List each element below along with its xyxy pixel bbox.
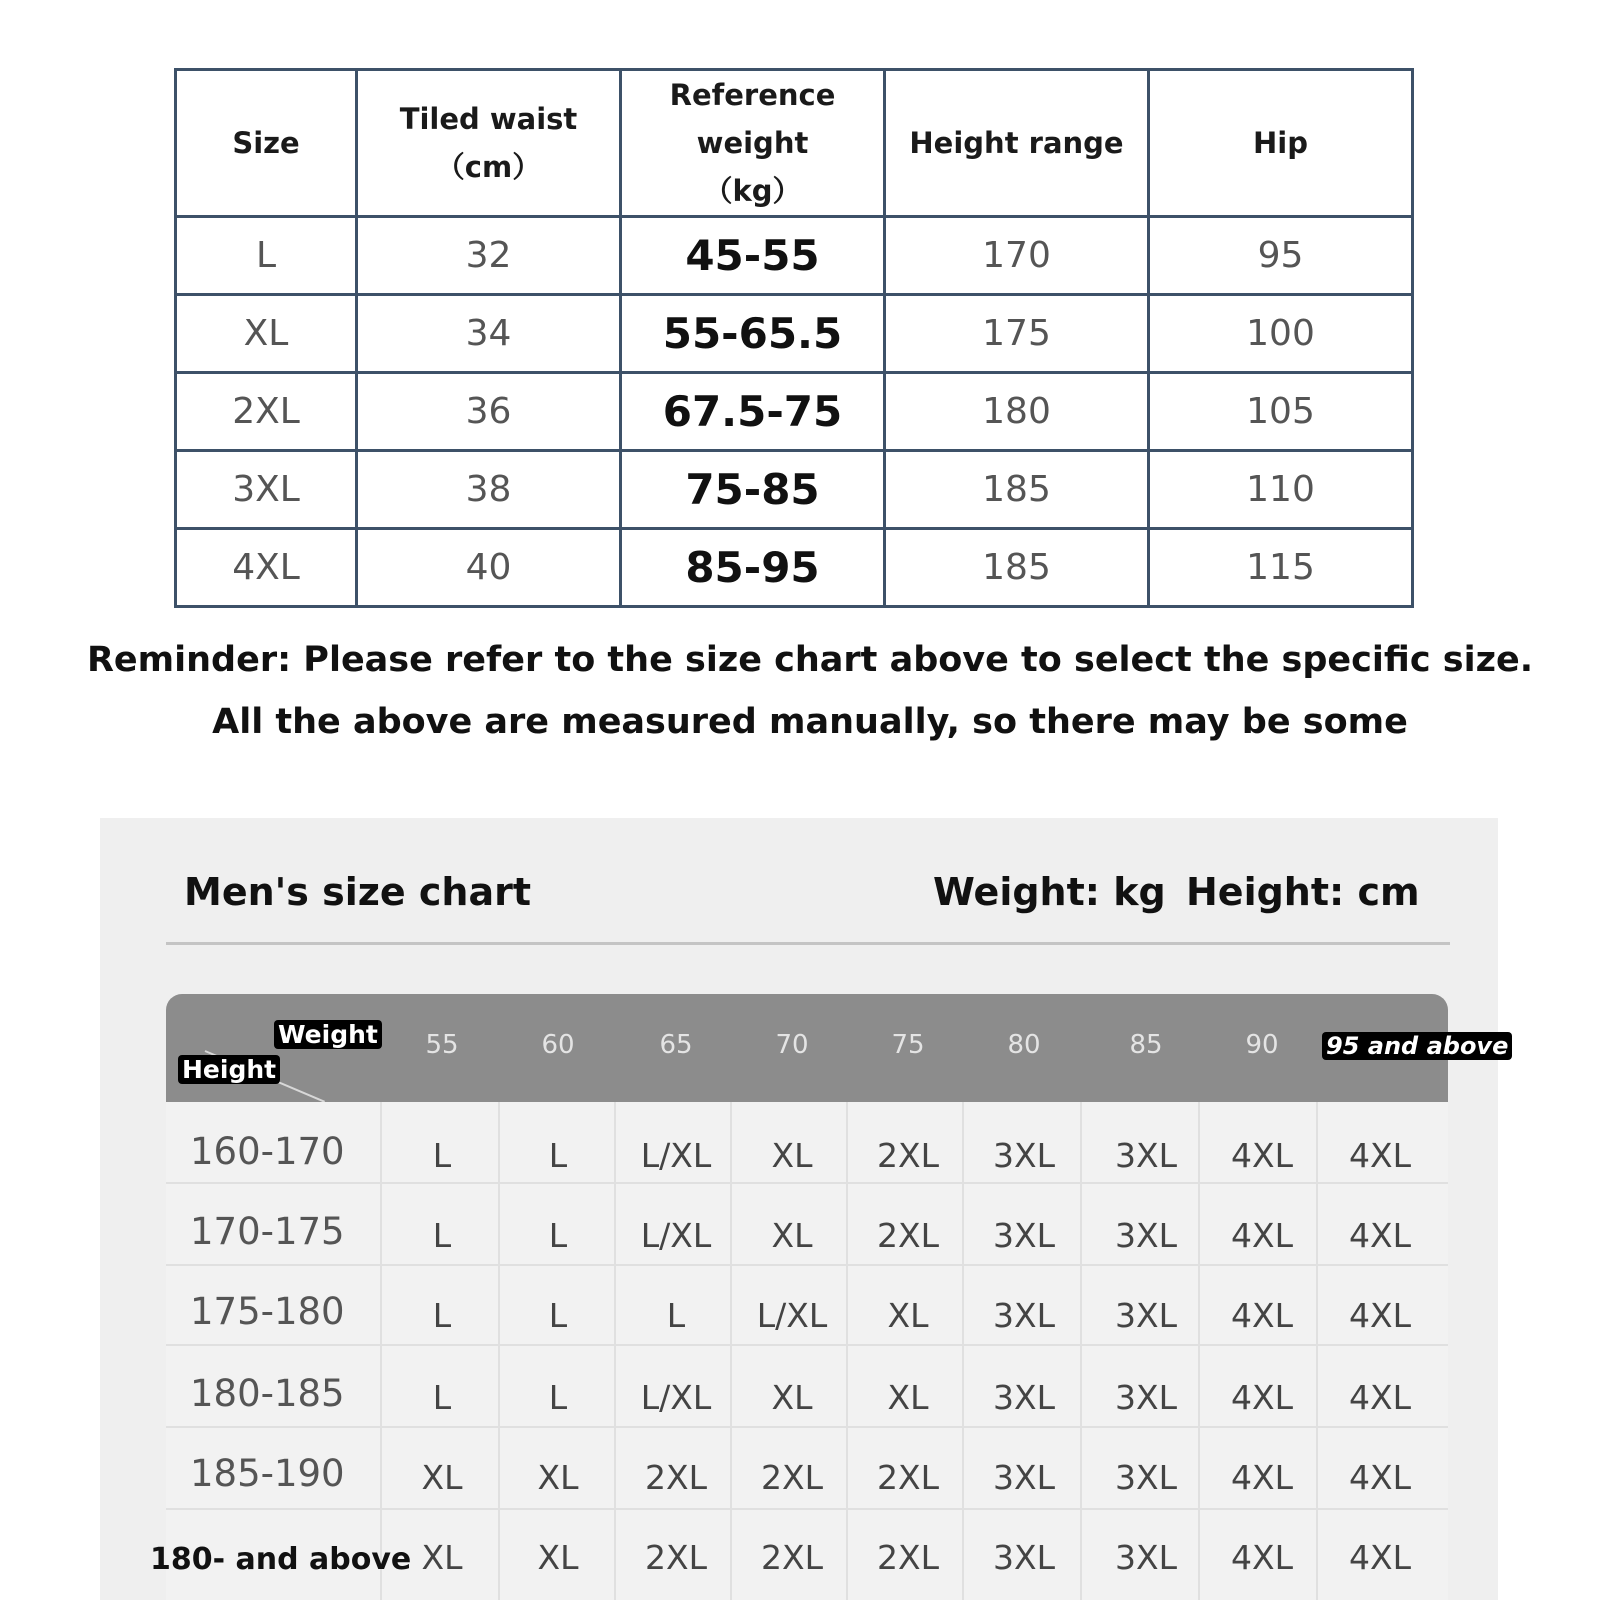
size-cell: 3XL bbox=[1115, 1296, 1177, 1335]
size-cell: L/XL bbox=[640, 1378, 712, 1417]
header-height-range: Height range bbox=[885, 70, 1149, 217]
grid-column-divider bbox=[1080, 1102, 1082, 1600]
header-hip: Hip bbox=[1149, 70, 1413, 217]
table-row bbox=[176, 295, 1413, 373]
size-cell: 2XL bbox=[645, 1538, 707, 1577]
grid-column-divider bbox=[730, 1102, 732, 1600]
table-row bbox=[176, 217, 1413, 295]
size-cell: 4XL bbox=[176, 529, 357, 607]
size-cell: 2XL bbox=[877, 1216, 939, 1255]
size-cell: L/XL bbox=[640, 1136, 712, 1175]
hip-cell: 110 bbox=[1149, 451, 1413, 529]
size-cell: 3XL bbox=[993, 1296, 1055, 1335]
size-cell: L/XL bbox=[756, 1296, 828, 1335]
height-row-label: 160-170 bbox=[190, 1130, 345, 1173]
weight-unit-label: Weight: kg bbox=[933, 870, 1166, 914]
size-table bbox=[174, 68, 1414, 608]
table-row bbox=[176, 373, 1413, 451]
size-cell: L bbox=[432, 1216, 452, 1255]
corner-height-label: Height bbox=[178, 1055, 280, 1084]
size-cell: XL bbox=[771, 1216, 813, 1255]
weight-column-header: 95 and above bbox=[1322, 1032, 1512, 1060]
size-cell: XL bbox=[421, 1538, 463, 1577]
size-cell: L/XL bbox=[640, 1216, 712, 1255]
hip-cell: 100 bbox=[1149, 295, 1413, 373]
grid-column-divider bbox=[380, 1102, 382, 1600]
height-unit-label: Height: cm bbox=[1186, 870, 1420, 914]
weight-column-header: 70 bbox=[775, 1030, 809, 1060]
size-cell: 4XL bbox=[1349, 1378, 1411, 1417]
size-cell: 4XL bbox=[1349, 1136, 1411, 1175]
size-cell: 4XL bbox=[1231, 1378, 1293, 1417]
size-cell: 4XL bbox=[1231, 1136, 1293, 1175]
hip-cell: 105 bbox=[1149, 373, 1413, 451]
size-cell: 3XL bbox=[1115, 1538, 1177, 1577]
weight-cell: 45-55 bbox=[621, 217, 885, 295]
height-cell: 175 bbox=[885, 295, 1149, 373]
mens-size-grid bbox=[166, 1102, 1448, 1600]
size-cell: 3XL bbox=[1115, 1458, 1177, 1497]
size-cell: 4XL bbox=[1231, 1296, 1293, 1335]
weight-column-header: 55 bbox=[425, 1030, 459, 1060]
height-row-label: 180-185 bbox=[190, 1372, 345, 1415]
header-reference-weight-text: Reference weight （kg） bbox=[669, 78, 836, 208]
size-cell: L bbox=[432, 1296, 452, 1335]
size-cell: XL bbox=[421, 1458, 463, 1497]
size-cell: 4XL bbox=[1349, 1538, 1411, 1577]
size-cell: L bbox=[548, 1296, 568, 1335]
waist-cell: 40 bbox=[357, 529, 621, 607]
header-size: Size bbox=[176, 70, 357, 217]
size-cell: 3XL bbox=[993, 1216, 1055, 1255]
size-cell: L bbox=[666, 1296, 686, 1335]
grid-column-divider bbox=[1316, 1102, 1318, 1600]
waist-cell: 36 bbox=[357, 373, 621, 451]
size-cell: 2XL bbox=[761, 1458, 823, 1497]
weight-cell: 55-65.5 bbox=[621, 295, 885, 373]
waist-cell: 34 bbox=[357, 295, 621, 373]
size-cell: 4XL bbox=[1349, 1296, 1411, 1335]
height-cell: 185 bbox=[885, 529, 1149, 607]
size-cell: XL bbox=[771, 1378, 813, 1417]
size-cell: 3XL bbox=[1115, 1216, 1177, 1255]
header-tiled-waist: Tiled waist（cm） bbox=[357, 70, 621, 217]
grid-column-divider bbox=[498, 1102, 500, 1600]
grid-row-divider bbox=[166, 1264, 1448, 1266]
size-cell: 3XL bbox=[993, 1136, 1055, 1175]
header-reference-weight bbox=[621, 70, 885, 217]
size-cell: L bbox=[548, 1378, 568, 1417]
height-cell: 170 bbox=[885, 217, 1149, 295]
weight-column-header: 90 bbox=[1245, 1030, 1279, 1060]
size-cell: XL bbox=[887, 1378, 929, 1417]
grid-column-divider bbox=[1198, 1102, 1200, 1600]
waist-cell: 32 bbox=[357, 217, 621, 295]
size-cell: 4XL bbox=[1231, 1458, 1293, 1497]
size-cell: 2XL bbox=[176, 373, 357, 451]
mens-chart-title: Men's size chart bbox=[184, 870, 532, 914]
weight-column-header: 75 bbox=[891, 1030, 925, 1060]
weight-column-header: 65 bbox=[659, 1030, 693, 1060]
weight-column-header: 85 bbox=[1129, 1030, 1163, 1060]
title-divider bbox=[166, 942, 1450, 945]
size-cell: 3XL bbox=[1115, 1136, 1177, 1175]
corner-weight-label: Weight bbox=[274, 1020, 382, 1049]
size-cell: 2XL bbox=[761, 1538, 823, 1577]
height-row-label: 175-180 bbox=[190, 1290, 345, 1333]
size-cell: XL bbox=[771, 1136, 813, 1175]
size-cell: XL bbox=[176, 295, 357, 373]
size-cell: 3XL bbox=[993, 1458, 1055, 1497]
weight-cell: 85-95 bbox=[621, 529, 885, 607]
height-row-label: 180- and above bbox=[150, 1542, 412, 1577]
size-cell: L bbox=[548, 1216, 568, 1255]
size-cell: 3XL bbox=[1115, 1378, 1177, 1417]
reminder-line-1: Reminder: Please refer to the size chart above to select the specific size. bbox=[86, 640, 1534, 680]
size-cell: 4XL bbox=[1231, 1216, 1293, 1255]
height-row-label: 170-175 bbox=[190, 1210, 345, 1253]
weight-column-header: 80 bbox=[1007, 1030, 1041, 1060]
hip-cell: 95 bbox=[1149, 217, 1413, 295]
size-cell: L bbox=[432, 1136, 452, 1175]
grid-row-divider bbox=[166, 1426, 1448, 1428]
grid-column-divider bbox=[614, 1102, 616, 1600]
size-cell: L bbox=[176, 217, 357, 295]
size-cell: 3XL bbox=[176, 451, 357, 529]
size-cell: 2XL bbox=[877, 1538, 939, 1577]
size-cell: XL bbox=[537, 1538, 579, 1577]
size-cell: 4XL bbox=[1349, 1216, 1411, 1255]
weight-column-header: 60 bbox=[541, 1030, 575, 1060]
size-cell: 2XL bbox=[877, 1458, 939, 1497]
size-cell: 3XL bbox=[993, 1538, 1055, 1577]
height-cell: 185 bbox=[885, 451, 1149, 529]
waist-cell: 38 bbox=[357, 451, 621, 529]
weight-cell: 67.5-75 bbox=[621, 373, 885, 451]
size-table-header-row bbox=[176, 70, 1413, 217]
grid-column-divider bbox=[962, 1102, 964, 1600]
height-cell: 180 bbox=[885, 373, 1149, 451]
grid-row-divider bbox=[166, 1344, 1448, 1346]
size-cell: L bbox=[432, 1378, 452, 1417]
size-cell: 2XL bbox=[877, 1136, 939, 1175]
size-cell: XL bbox=[537, 1458, 579, 1497]
table-row bbox=[176, 529, 1413, 607]
weight-cell: 75-85 bbox=[621, 451, 885, 529]
size-cell: 3XL bbox=[993, 1378, 1055, 1417]
grid-row-divider bbox=[166, 1508, 1448, 1510]
size-cell: 4XL bbox=[1349, 1458, 1411, 1497]
grid-row-divider bbox=[166, 1182, 1448, 1184]
table-row bbox=[176, 451, 1413, 529]
grid-column-divider bbox=[846, 1102, 848, 1600]
height-row-label: 185-190 bbox=[190, 1452, 345, 1495]
hip-cell: 115 bbox=[1149, 529, 1413, 607]
size-cell: 2XL bbox=[645, 1458, 707, 1497]
reminder-line-2: All the above are measured manually, so there may be some bbox=[212, 702, 1408, 742]
size-cell: L bbox=[548, 1136, 568, 1175]
size-cell: 4XL bbox=[1231, 1538, 1293, 1577]
size-cell: XL bbox=[887, 1296, 929, 1335]
